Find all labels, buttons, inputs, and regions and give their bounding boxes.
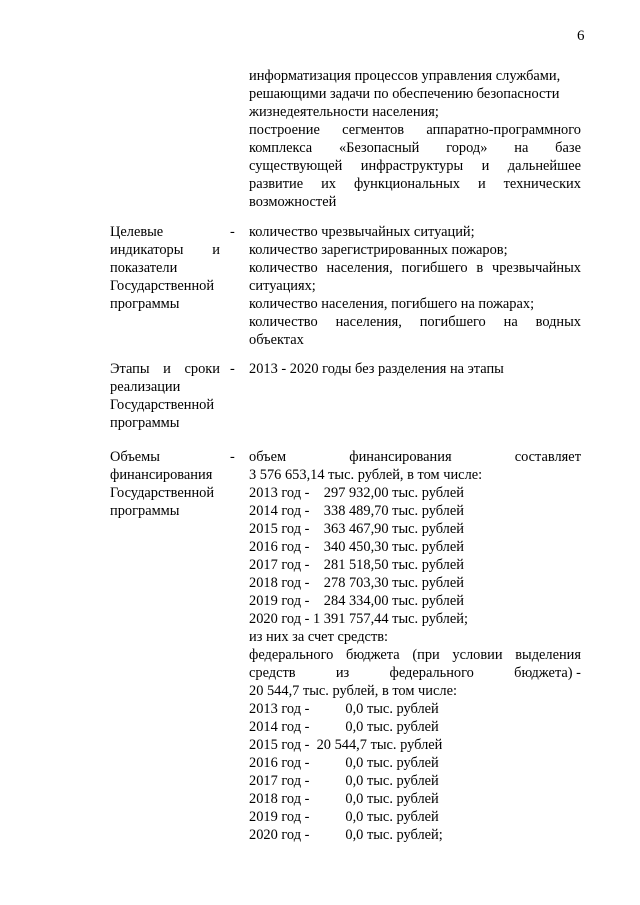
label-line xyxy=(110,360,220,378)
word: составляет xyxy=(514,449,581,465)
stages-dash: - xyxy=(230,361,235,377)
label-line: программы xyxy=(110,503,180,519)
federal-line xyxy=(249,646,581,664)
word: (при xyxy=(412,647,440,663)
word: населения, xyxy=(335,314,402,330)
word: погибшего xyxy=(401,260,468,276)
list-item xyxy=(249,259,581,277)
word: финансирования xyxy=(349,449,452,465)
word: населения, xyxy=(326,260,393,276)
word: на xyxy=(503,314,518,330)
word: федерального xyxy=(389,665,474,681)
word: их xyxy=(321,176,337,192)
label-line: Государственной xyxy=(110,485,215,501)
sources-intro: из них за счет средств: xyxy=(249,629,389,645)
funding-dash: - xyxy=(230,449,235,465)
word: и xyxy=(163,361,171,377)
year-row: 2018 год - 278 703,30 тыс. рублей xyxy=(249,575,464,591)
word: сегментов xyxy=(342,122,405,138)
year-row: 2020 год - 1 391 757,44 тыс. рублей; xyxy=(249,611,468,627)
text-line: возможностей xyxy=(249,194,337,210)
text-line: информатизация процессов управления службами, xyxy=(249,68,561,84)
word: построение xyxy=(249,122,320,138)
funding-total: 3 576 653,14 тыс. рублей, в том числе: xyxy=(249,467,483,483)
stages-text xyxy=(249,360,581,378)
word: из xyxy=(335,665,350,681)
word: аппаратно-программного xyxy=(426,122,581,138)
label-line: Государственной xyxy=(110,397,215,413)
label-line: программы xyxy=(110,415,180,431)
word: объем xyxy=(249,449,287,465)
year-row: 2016 год - 340 450,30 тыс. рублей xyxy=(249,539,464,555)
word: в xyxy=(476,260,484,276)
justified-line xyxy=(249,139,581,157)
word: количество xyxy=(249,314,318,330)
word: существующей xyxy=(249,158,343,174)
list-item: количество населения, погибшего на пожарах; xyxy=(249,296,535,312)
word: технических xyxy=(503,176,581,192)
text-line: 2013 - 2020 годы без разделения на этапы xyxy=(249,361,504,377)
label-line: Объемы xyxy=(110,449,160,465)
list-item: объектах xyxy=(249,332,304,348)
word: и xyxy=(481,158,490,174)
label-line: показатели xyxy=(110,260,178,276)
word: индикаторы xyxy=(110,242,184,258)
year-row: 2015 год - 363 467,90 тыс. рублей xyxy=(249,521,464,537)
word: и xyxy=(212,242,220,258)
word: дальнейшее xyxy=(507,158,581,174)
justified-line xyxy=(249,175,581,193)
word: город» xyxy=(446,140,488,156)
justified-line xyxy=(249,121,581,139)
list-item xyxy=(249,313,581,331)
federal-line xyxy=(249,664,581,682)
text-line: решающими задачи по обеспечению безопасности xyxy=(249,86,560,102)
year-row: 2017 год - 281 518,50 тыс. рублей xyxy=(249,557,464,573)
funding-label xyxy=(110,448,220,520)
label-line: реализации xyxy=(110,379,181,395)
federal-year-row: 2019 год - 0,0 тыс. рублей xyxy=(249,809,439,825)
federal-total: 20 544,7 тыс. рублей, в том числе: xyxy=(249,683,457,699)
word: количество xyxy=(249,260,318,276)
federal-year-row: 2015 год - 20 544,7 тыс. рублей xyxy=(249,737,443,753)
justified-line xyxy=(249,157,581,175)
word: развитие xyxy=(249,176,304,192)
word: и xyxy=(477,176,486,192)
federal-year-row: 2018 год - 0,0 тыс. рублей xyxy=(249,791,439,807)
indicators-dash: - xyxy=(230,224,235,240)
federal-year-row: 2014 год - 0,0 тыс. рублей xyxy=(249,719,439,735)
word: бюджета xyxy=(346,647,400,663)
word: выделения xyxy=(515,647,581,663)
list-item: ситуациях; xyxy=(249,278,316,294)
stages-label xyxy=(110,360,220,432)
word: бюджета) - xyxy=(514,665,581,681)
year-row: 2019 год - 284 334,00 тыс. рублей xyxy=(249,593,464,609)
label-line: финансирования xyxy=(110,467,213,483)
word: условии xyxy=(452,647,503,663)
list-item: количество зарегистрированных пожаров; xyxy=(249,242,508,258)
year-row: 2014 год - 338 489,70 тыс. рублей xyxy=(249,503,464,519)
indicators-list xyxy=(249,223,581,349)
label-line: программы xyxy=(110,296,180,312)
federal-year-row: 2013 год - 0,0 тыс. рублей xyxy=(249,701,439,717)
page-number: 6 xyxy=(577,28,585,44)
word: сроки xyxy=(184,361,220,377)
word: «Безопасный xyxy=(338,140,420,156)
word: базе xyxy=(555,140,581,156)
federal-year-row: 2017 год - 0,0 тыс. рублей xyxy=(249,773,439,789)
word: чрезвычайных xyxy=(491,260,581,276)
label-line: Целевые xyxy=(110,224,164,240)
list-item: количество чрезвычайных ситуаций; xyxy=(249,224,475,240)
text-line: жизнедеятельности населения; xyxy=(249,104,439,120)
word: инфраструктуры xyxy=(360,158,464,174)
word: на xyxy=(514,140,529,156)
word: Этапы xyxy=(110,361,150,377)
label-line xyxy=(110,241,220,259)
word: федерального xyxy=(249,647,334,663)
word: комплекса xyxy=(249,140,313,156)
year-row: 2013 год - 297 932,00 тыс. рублей xyxy=(249,485,464,501)
indicators-label xyxy=(110,223,220,313)
funding-text xyxy=(249,448,581,844)
funding-intro xyxy=(249,448,581,466)
word: функциональных xyxy=(353,176,460,192)
word: водных xyxy=(535,314,581,330)
federal-year-row: 2020 год - 0,0 тыс. рублей; xyxy=(249,827,443,843)
top-continuation-block xyxy=(249,67,581,211)
word: погибшего xyxy=(419,314,486,330)
federal-year-row: 2016 год - 0,0 тыс. рублей xyxy=(249,755,439,771)
label-line: Государственной xyxy=(110,278,215,294)
word: средств xyxy=(249,665,296,681)
